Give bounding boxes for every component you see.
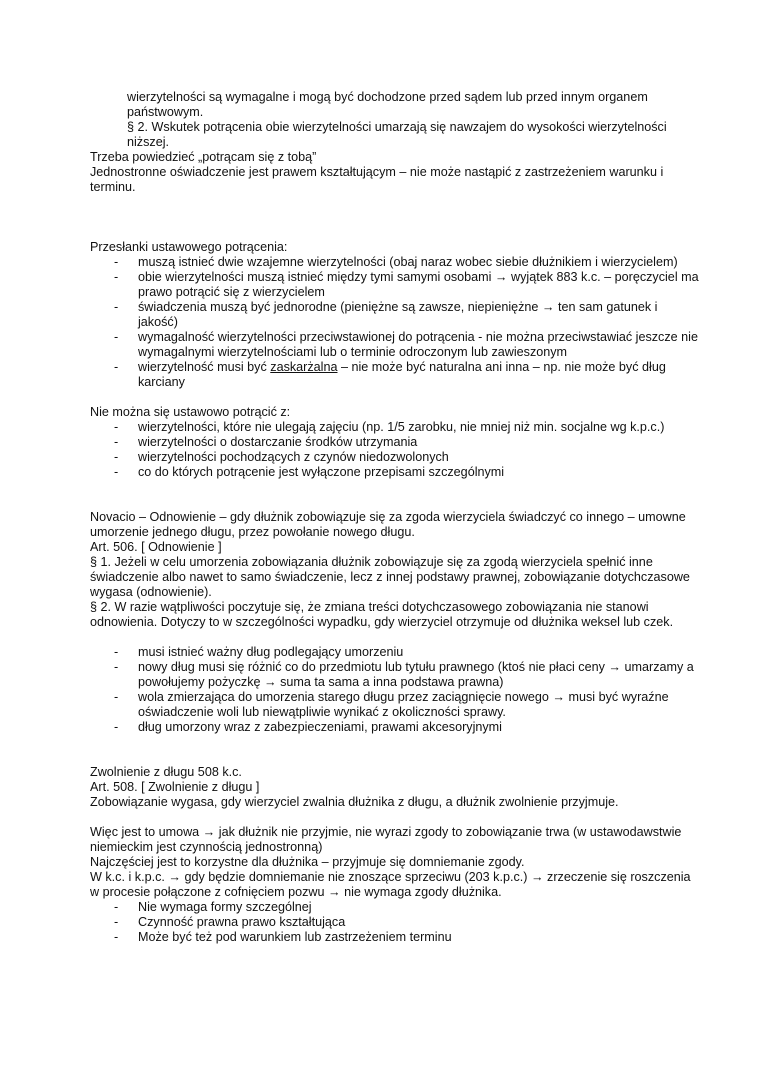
list-item: - wierzytelności o dostarczanie środków utrzymania: [114, 435, 700, 450]
list-item: - dług umorzony wraz z zabezpieczeniami, prawami akcesoryjnymi: [114, 720, 700, 735]
zwolnienie-line-4: Więc jest to umowa → jak dłużnik nie przyjmie, nie wyrazi zgody to zobowiązanie trwa (w ustawodawstwie niemieckim jest czynnością jednostronną): [90, 825, 682, 854]
intro-line-4: Jednostronne oświadczenie jest prawem kształtującym – nie może nastąpić z zastrzeżeniem warunku i terminu.: [90, 165, 664, 194]
novacio-paragraph-2: § 2. W razie wątpliwości poczytuje się, że zmiana treści dotychczasowego zobowiązania nie stanowi odnowienia. Dotyczy to w szczególności wypadku, gdy wierzyciel otrzymuje od dłużnika weksel lub czek.: [90, 600, 674, 629]
novacio-list: [90, 645, 700, 735]
list-item: - nowy dług musi się różnić co do przedmiotu lub tytułu prawnego (ktoś nie płaci ceny → umarzamy a powołujemy pożyczkę → suma ta sama a inna podstawa prawna): [114, 660, 700, 690]
zwolnienie-line-6: W k.c. i k.p.c. → gdy będzie domniemanie nie znoszące sprzeciwu (203 k.p.c.) → zrzeczenie się roszczenia w procesie połączone z cofnięciem pozwu → nie wymaga zgody dłużnika.: [90, 870, 691, 899]
underlined-term: zaskarżalna: [270, 360, 338, 374]
list-item: - wola zmierzająca do umorzenia starego długu przez zaciągnięcie nowego → musi być wyraźne oświadczenie woli lub niewątpliwie wynikać z okoliczności sprawy.: [114, 690, 700, 720]
list-item: [114, 360, 700, 390]
zwolnienie-heading: Zwolnienie z długu 508 k.c.: [90, 765, 242, 779]
przeslanki-list: [90, 255, 700, 390]
intro-line-1: wierzytelności są wymagalne i mogą być dochodzone przed sądem lub przed innym organem państwowym.: [127, 90, 648, 119]
intro-line-3: Trzeba powiedzieć „potrącam się z tobą”: [90, 150, 317, 164]
list-item: - musi istnieć ważny dług podlegający umorzeniu: [114, 645, 700, 660]
novacio-paragraph-1: § 1. Jeżeli w celu umorzenia zobowiązania dłużnik zobowiązuje się za zgodą wierzyciela spełnić inne świadczenie albo nawet to samo świadczenie, lecz z innej podstawy prawnej, zobowiązanie dotychczasowe wygasa (odnowienie).: [90, 555, 690, 599]
list-item: - wierzytelności pochodzących z czynów niedozwolonych: [114, 450, 700, 465]
zwolnienie-list: [90, 900, 700, 945]
list-item: - Może być też pod warunkiem lub zastrzeżeniem terminu: [114, 930, 700, 945]
list-item: - Nie wymaga formy szczególnej: [114, 900, 700, 915]
list-item-text: – nie może być naturalna ani inna – np. nie może być dług karciany: [138, 360, 666, 389]
list-item: - wymagalność wierzytelności przeciwstawionej do potrącenia - nie można przeciwstawiać jeszcze nie wymagalnymi wierzytelnościami lub o terminie odroczonym lub zawieszonym: [114, 330, 700, 360]
list-item: - świadczenia muszą być jednorodne (pieniężne są zawsze, niepieniężne → ten sam gatunek i jakość): [114, 300, 700, 330]
list-item: - obie wierzytelności muszą istnieć między tymi samymi osobami → wyjątek 883 k.c. – poręczyciel ma prawo potrącić się z wierzycielem: [114, 270, 700, 300]
intro-line-2: § 2. Wskutek potrącenia obie wierzytelności umarzają się nawzajem do wysokości wierzytelności niższej.: [127, 120, 667, 149]
list-item: - wierzytelności, które nie ulegają zajęciu (np. 1/5 zarobku, nie mniej niż min. socjalne wg k.p.c.): [114, 420, 700, 435]
novacio-line-1: Novacio – Odnowienie – gdy dłużnik zobowiązuje się za zgoda wierzyciela świadczyć co innego – umowne umorzenie jednego długu, przez powołanie nowego długu.: [90, 510, 686, 539]
zwolnienie-article-title: Art. 508. [ Zwolnienie z długu ]: [90, 780, 260, 794]
nie-mozna-list: [90, 420, 700, 480]
list-item: - co do których potrącenie jest wyłączone przepisami szczególnymi: [114, 465, 700, 480]
zwolnienie-line-5: Najczęściej jest to korzystne dla dłużnika – przyjmuje się domniemanie zgody.: [90, 855, 525, 869]
zwolnienie-article-text: Zobowiązanie wygasa, gdy wierzyciel zwalnia dłużnika z długu, a dłużnik zwolnienie przyjmuje.: [90, 795, 619, 809]
list-item: - muszą istnieć dwie wzajemne wierzytelności (obaj naraz wobec siebie dłużnikiem i wierzycielem): [114, 255, 700, 270]
nie-mozna-heading: Nie można się ustawowo potrącić z:: [90, 405, 291, 419]
list-item-text: wierzytelność musi być: [138, 360, 271, 374]
novacio-article-title: Art. 506. [ Odnowienie ]: [90, 540, 222, 554]
list-item: - Czynność prawna prawo kształtująca: [114, 915, 700, 930]
przeslanki-heading: Przesłanki ustawowego potrącenia:: [90, 240, 288, 254]
